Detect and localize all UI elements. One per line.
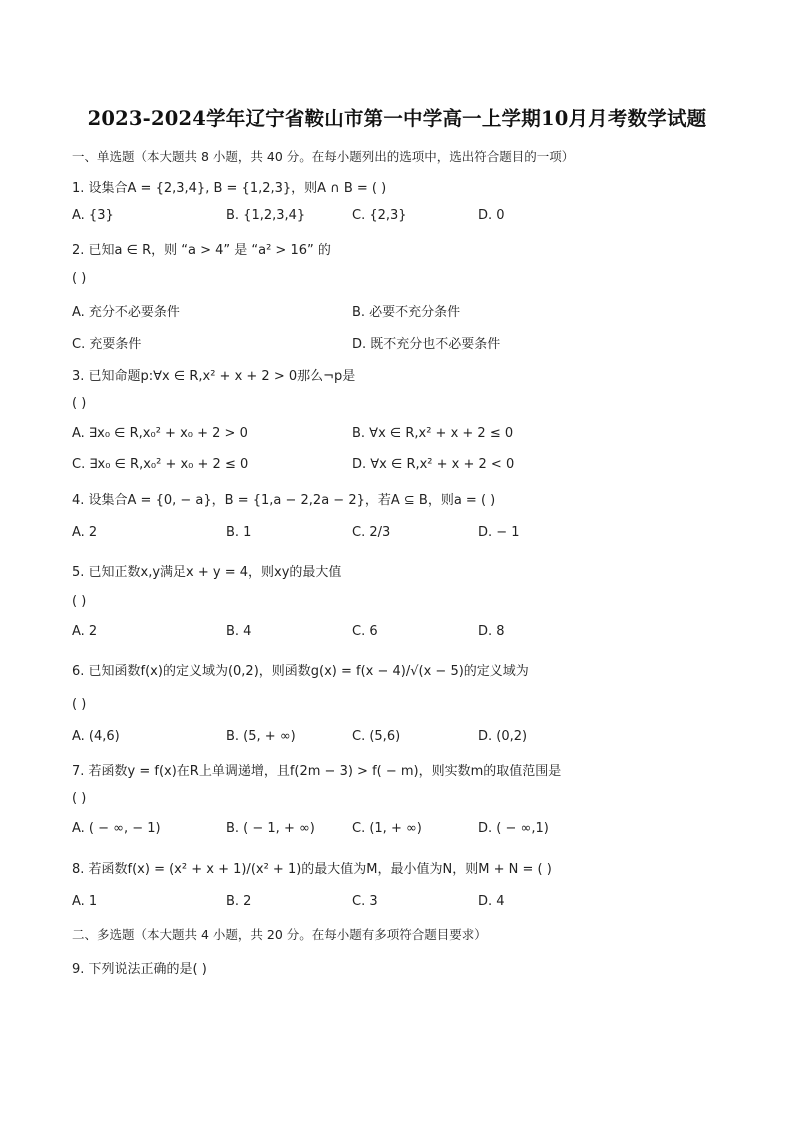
question-7-option-c: C. (1, + ∞) <box>352 821 422 836</box>
question-8-stem: 8. 若函数f(x) = (x² + x + 1)/(x² + 1)的最大值为M，最小值为N，则M + N = ( ) <box>72 862 552 877</box>
section-heading-multiple-choice: 二、多选题（本大题共 4 小题，共 20 分。在每小题有多项符合题目要求） <box>72 927 487 942</box>
question-1-option-c: C. {2,3} <box>352 208 407 223</box>
section-heading-single-choice: 一、单选题（本大题共 8 小题，共 40 分。在每小题列出的选项中，选出符合题目的一项） <box>72 149 575 164</box>
question-8-option-c: C. 3 <box>352 894 378 909</box>
question-4-option-b: B. 1 <box>226 525 252 540</box>
question-1-option-d: D. 0 <box>478 208 505 223</box>
question-2-option-c: C. 充要条件 <box>72 337 142 352</box>
question-7-option-b: B. ( − 1, + ∞) <box>226 821 315 836</box>
question-4-option-c: C. 2/3 <box>352 525 391 540</box>
question-2-option-b: B. 必要不充分条件 <box>352 305 461 320</box>
question-6-option-a: A. (4,6) <box>72 729 120 744</box>
question-3-option-a: A. ∃x₀ ∈ R,x₀² + x₀ + 2 > 0 <box>72 426 248 441</box>
question-4-option-a: A. 2 <box>72 525 98 540</box>
question-3-stem: 3. 已知命题p:∀x ∈ R,x² + x + 2 > 0那么¬p是 <box>72 369 356 384</box>
question-8-option-b: B. 2 <box>226 894 252 909</box>
question-5-option-d: D. 8 <box>478 624 505 639</box>
question-5-answer-parens: ( ) <box>72 594 87 609</box>
question-7-option-a: A. ( − ∞, − 1) <box>72 821 161 836</box>
question-1-stem: 1. 设集合A = {2,3,4}, B = {1,2,3}，则A ∩ B = ( ) <box>72 181 387 196</box>
question-6-answer-parens: ( ) <box>72 697 87 712</box>
question-7-answer-parens: ( ) <box>72 791 87 806</box>
question-7-stem: 7. 若函数y = f(x)在R上单调递增，且f(2m − 3) > f( − m)，则实数m的取值范围是 <box>72 764 562 779</box>
question-3-option-c: C. ∃x₀ ∈ R,x₀² + x₀ + 2 ≤ 0 <box>72 457 249 472</box>
question-3-option-d: D. ∀x ∈ R,x² + x + 2 < 0 <box>352 457 515 472</box>
question-1-option-b: B. {1,2,3,4} <box>226 208 306 223</box>
question-1-option-a: A. {3} <box>72 208 114 223</box>
question-2-option-a: A. 充分不必要条件 <box>72 305 180 320</box>
question-7-option-d: D. ( − ∞,1) <box>478 821 549 836</box>
question-5-option-b: B. 4 <box>226 624 252 639</box>
question-6-option-c: C. (5,6) <box>352 729 401 744</box>
question-5-option-c: C. 6 <box>352 624 378 639</box>
question-3-option-b: B. ∀x ∈ R,x² + x + 2 ≤ 0 <box>352 426 514 441</box>
question-6-stem: 6. 已知函数f(x)的定义域为(0,2)，则函数g(x) = f(x − 4)/√(x − 5)的定义域为 <box>72 664 529 679</box>
question-4-option-d: D. − 1 <box>478 525 520 540</box>
question-5-option-a: A. 2 <box>72 624 98 639</box>
question-6-option-b: B. (5, + ∞) <box>226 729 296 744</box>
question-3-answer-parens: ( ) <box>72 396 87 411</box>
question-5-stem: 5. 已知正数x,y满足x + y = 4，则xy的最大值 <box>72 565 342 580</box>
question-2-stem: 2. 已知a ∈ R，则 “a > 4” 是 “a² > 16” 的 <box>72 243 331 258</box>
question-4-stem: 4. 设集合A = {0, − a}，B = {1,a − 2,2a − 2}，若A ⊆ B，则a = ( ) <box>72 493 496 508</box>
question-8-option-a: A. 1 <box>72 894 98 909</box>
question-2-answer-parens: ( ) <box>72 271 87 286</box>
question-8-option-d: D. 4 <box>478 894 505 909</box>
question-2-option-d: D. 既不充分也不必要条件 <box>352 337 501 352</box>
question-6-option-d: D. (0,2) <box>478 729 528 744</box>
question-9-stem: 9. 下列说法正确的是( ) <box>72 962 207 977</box>
page-title: 2023-2024学年辽宁省鞍山市第一中学高一上学期10月月考数学试题 <box>87 107 707 130</box>
